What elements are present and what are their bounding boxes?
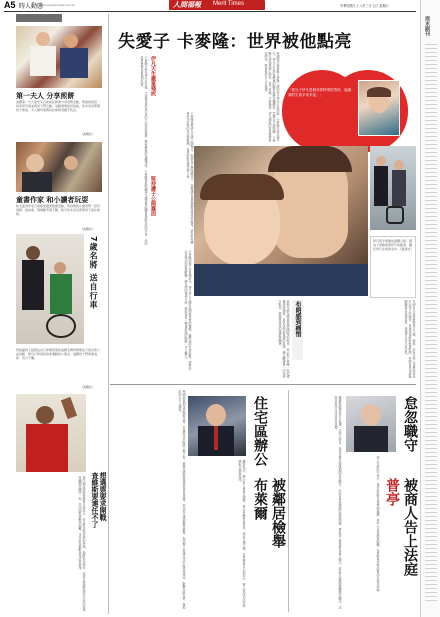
story-body-athlete: 曾經贏得七屆環法自行車賽冠軍的美國名將阿姆斯壯日前出席公益活動，將自行車送給熱愛運動的小朋友，鼓勵孩子們勇敢追夢、努力不懈。 (16, 348, 101, 360)
masthead (169, 0, 265, 10)
photo-putin (346, 396, 396, 452)
story-body-author: 知名童書作家日前參加讀書推廣活動，與到場的小讀者們一起玩遊戲、說故事，現場歡笑聲不斷，吸引許多家長帶著孩子前往參與。 (16, 204, 101, 216)
masthead-chinese: 人間福報 (173, 0, 201, 9)
putin-title-2: 普亭 (384, 478, 400, 506)
credit-author: （美聯社） (80, 227, 96, 231)
masthead-english: Merit Times (213, 1, 245, 7)
callout-heart (282, 70, 412, 152)
kicker-disability: 伊凡天生嚴重殘疾 (150, 56, 156, 96)
section-title: 時人動態 (19, 3, 44, 10)
photo-cameron-ivan (194, 146, 368, 296)
photo-chavez (16, 394, 86, 472)
left-column-divider (108, 14, 109, 614)
right-strip-text (425, 44, 437, 604)
story-vtitle-chavez-2: 查維斯要連任不了 (91, 472, 99, 528)
left-column (12, 14, 108, 614)
main-body-left: 卡麥隆夫婦在伊凡出生後，才發現他患有罕見的大田原症候群，導致嚴重的身體殘疾。卡麥隆曾說照顧伊凡讓他更能體會身障家庭的辛苦，也因此更重視社會福利政策。 (140, 56, 148, 245)
header-rule (4, 11, 416, 12)
main-body-lower-2: 首相布朗在國會質詢時間特別致意，表示對卡麥隆一家的遭遇深感痛惜，並宣布取消當週的質詢，讓全體議員一同為伊凡默哀，展現跨黨派的溫情與關懷。 (278, 300, 290, 378)
putin-title-1: 怠忽職守 (402, 396, 418, 452)
story-body-chavez: 委內瑞拉總統查維斯日前表示，若反對派執意挑起爭端，他將堅持到底，並再次強調對國家未來的承諾，呼籲國民團結一致，共同面對挑戰與困難，支持政府推動各項改革措施。 (78, 476, 86, 614)
photo-caption-box (370, 236, 416, 298)
story-title-first-lady: 第一夫人 分享煎餅 (16, 92, 75, 100)
main-body-top: 英國保守黨黨魁卡麥隆六歲的長子伊凡日前病逝，卡麥隆夫婦悲痛不已。伊凡天生患有嚴重的腦性麻痺及癲癇症，需要全天候照顧，卡麥隆夫婦始終細心照料，從不放棄。卡麥隆說，伊凡讓他的世界變得更加明亮，教會他許多人生道理。 (264, 52, 280, 142)
callout-text: 「我兒子伊凡是個非常特別的男孩，他讓我的生命多采多姿。」 (288, 88, 351, 97)
putin-body-1: 俄羅斯總理普亭日前遭一名商人控告，指其在擔任總統期間怠忽職守，未能有效處理國家經濟問題，導致商人事業蒙受重大損失。此案引起俄國媒體廣泛關注，法院目前尚未決定是否受理。 (334, 396, 342, 609)
photo-cameron-family (370, 146, 416, 230)
blair-title-2: 布萊爾 (252, 478, 268, 520)
photo-ivan-inset (358, 80, 400, 136)
header-sub: www.peoplemedia.com.tw (40, 3, 75, 7)
credit-athlete: （美聯社） (80, 385, 96, 389)
putin-title-3: 被商人告上法庭 (402, 478, 418, 576)
story-vtitle-chavez-1: 想選票要求開戰 (99, 472, 107, 521)
right-strip-label: 周末副刊 (424, 16, 430, 36)
story-body-first-lady: 美國第一夫人蜜雪兒日前前往教會分享煎餅活動，與當地居民一同享用早餐並與孩子們互動。活動現場氣氛熱絡，許多家庭帶著孩子參加，夫人親切地與每位參與者握手致意。 (16, 100, 101, 112)
side-kicker: 布朗感到痛惜 (292, 300, 303, 360)
issue-date: 中華民國九十八年三月七日 星期六 (340, 4, 389, 8)
putin-body-2: 商人在訴狀中表示，普亭政府對企業管制過嚴，使中小企業經營困難。克里姆林宮對此事尚未發表評論。 (376, 456, 380, 594)
photo-first-lady (16, 26, 102, 88)
story-title-author: 童書作家 和小讀者玩耍 (16, 196, 89, 204)
photo-blair (188, 396, 246, 456)
kicker-public: 堅持護子公開露面 (150, 176, 156, 216)
story-vtitle-athlete: 7歲名將 送自行車 (89, 236, 98, 310)
photo-author (16, 142, 102, 192)
mid-rule (110, 384, 416, 385)
main-body-lower-1: 卡麥隆的妻子莎曼珊表示，伊凡是上天賜給他們最珍貴的禮物，雖然他的生命短暫，卻帶給全家無比的愛與歡樂。親友們回憶伊凡時，總說他有一雙會說話的眼睛，令人難忘。 (184, 250, 192, 370)
blair-title-3: 被鄰居檢舉 (270, 478, 286, 548)
blair-body-1: 英國前首相布萊爾卸任後，在倫敦住宅區設立辦公室，處理其國際事務與基金會業務。然而近日遭到鄰居檢舉，指其辦公室違反住宅區使用規定，影響社區安寧，當地政府已介入調查。 (178, 390, 186, 609)
credit-first-lady: （美聯社） (80, 132, 96, 136)
blair-putin-divider (288, 390, 289, 612)
photo-caption: 伊凡與卡麥隆的溫馨合照。圖為卡麥隆抱著伊凡的影像，攝於伊凡生前的家中。（路透社） (373, 239, 414, 251)
photo-athlete (16, 234, 84, 344)
section-tag (16, 14, 62, 22)
headline: 失愛子 卡麥隆：世界被他點亮 (118, 32, 352, 52)
page-label: A5 (4, 0, 16, 10)
blair-title-1: 住宅區辦公 (252, 396, 268, 466)
main-body-col2: 卡麥隆常帶伊凡出席公開場合，他認為不應隱藏孩子，而要讓社會更理解身障者的處境。這份堅持獲得許多民眾的肯定與敬佩，各界紛紛表達哀悼之意。 (186, 112, 194, 244)
blair-body-2: 鄰居指出，辦公室人員進出頻繁，保全車輛經常停放，造成交通不便。布萊爾發言人則表示，辦公室均依法申請，將配合調查說明。 (238, 460, 246, 610)
right-strip (420, 0, 440, 617)
main-body-lower-3: 布朗自己也曾經歷喪女之痛，他說，沒有任何父母應該承受失去孩子的痛苦。各黨領袖紛紛致電慰問，英國各界也透過網路留言表達哀思，祝福伊凡在天堂安息。 (404, 300, 416, 378)
